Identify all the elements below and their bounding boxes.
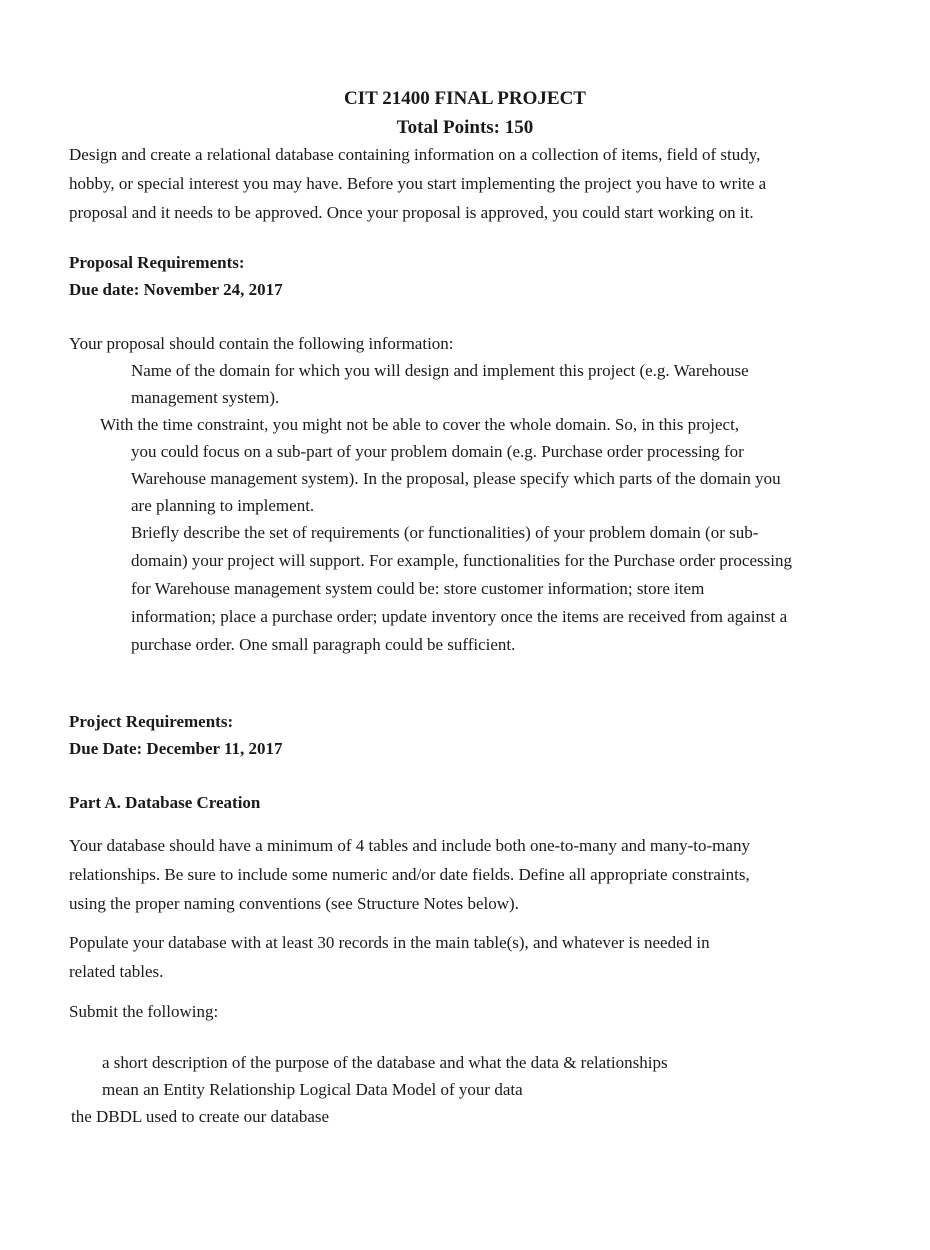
submit-lead: Submit the following: bbox=[69, 1002, 219, 1021]
part-a-paragraph-line: relationships. Be sure to include some numeric and/or date fields. Define all appropriate constraints, bbox=[69, 865, 750, 884]
proposal-line: you could focus on a sub-part of your problem domain (e.g. Purchase order processing for bbox=[131, 442, 744, 461]
proposal-heading: Proposal Requirements: bbox=[69, 253, 245, 272]
proposal-due-date: Due date: November 24, 2017 bbox=[69, 280, 283, 299]
document-title: CIT 21400 FINAL PROJECT bbox=[344, 88, 586, 109]
part-a-heading: Part A. Database Creation bbox=[69, 793, 261, 812]
proposal-line: With the time constraint, you might not be able to cover the whole domain. So, in this project, bbox=[100, 415, 740, 434]
intro-line: hobby, or special interest you may have. Before you start implementing the project you have to write a bbox=[69, 174, 767, 193]
proposal-lead: Your proposal should contain the following information: bbox=[69, 334, 454, 353]
intro-line: Design and create a relational database containing information on a collection of items, field of study, bbox=[69, 145, 761, 164]
proposal-line: are planning to implement. bbox=[131, 496, 315, 515]
part-a-paragraph-line: using the proper naming conventions (see Structure Notes below). bbox=[69, 894, 519, 913]
proposal-line: information; place a purchase order; update inventory once the items are received from against a bbox=[131, 607, 788, 626]
proposal-line: Name of the domain for which you will design and implement this project (e.g. Warehouse bbox=[131, 361, 749, 380]
populate-paragraph-line: related tables. bbox=[69, 962, 164, 981]
submit-item: a short description of the purpose of the database and what the data & relationships bbox=[102, 1053, 668, 1072]
project-heading: Project Requirements: bbox=[69, 712, 234, 731]
proposal-line: purchase order. One small paragraph could be sufficient. bbox=[131, 635, 516, 654]
submit-item: mean an Entity Relationship Logical Data Model of your data bbox=[102, 1080, 523, 1099]
proposal-line: for Warehouse management system could be: store customer information; store item bbox=[131, 579, 705, 598]
proposal-line: Warehouse management system). In the proposal, please specify which parts of the domain you bbox=[131, 469, 781, 488]
populate-paragraph-line: Populate your database with at least 30 records in the main table(s), and whatever is needed in bbox=[69, 933, 710, 952]
proposal-line: Briefly describe the set of requirements (or functionalities) of your problem domain (or sub- bbox=[131, 523, 759, 542]
proposal-line: management system). bbox=[131, 388, 280, 407]
document-subtitle: Total Points: 150 bbox=[396, 117, 534, 138]
project-due-date: Due Date: December 11, 2017 bbox=[69, 739, 283, 758]
submit-item: the DBDL used to create our database bbox=[71, 1107, 330, 1126]
proposal-line: domain) your project will support. For example, functionalities for the Purchase order processing bbox=[131, 551, 792, 570]
part-a-paragraph-line: Your database should have a minimum of 4 tables and include both one-to-many and many-to-many bbox=[69, 836, 750, 855]
intro-line: proposal and it needs to be approved. Once your proposal is approved, you could start working on it. bbox=[69, 203, 754, 222]
